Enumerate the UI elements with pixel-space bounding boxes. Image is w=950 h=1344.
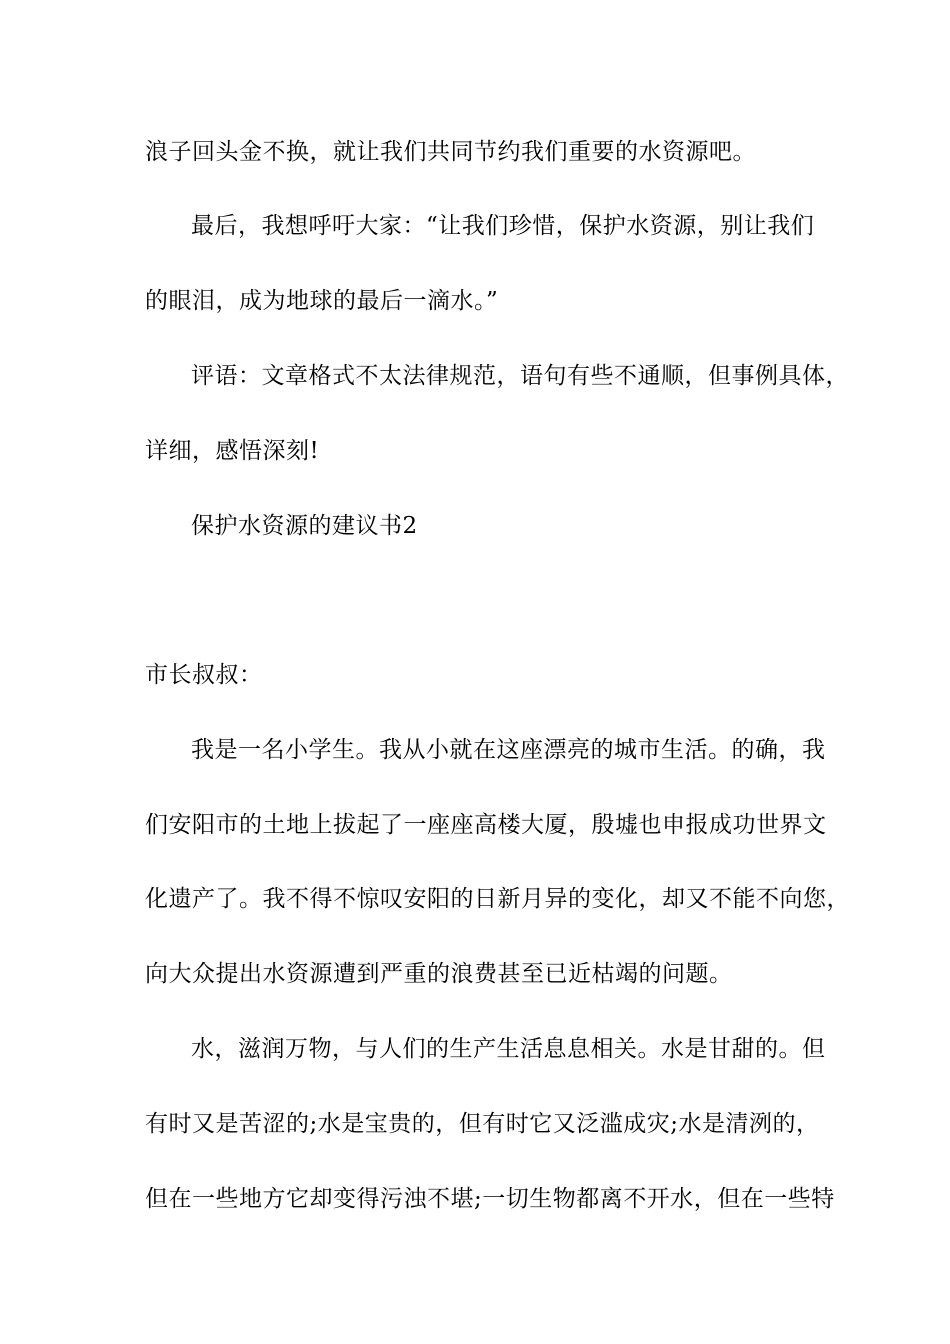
text-line: 但在一些地方它却变得污浊不堪;一切生物都离不开水，但在一些特 — [145, 1186, 835, 1212]
text-line: 评语：文章格式不太法律规范，语句有些不通顺，但事例具体， — [191, 363, 849, 389]
text-line: 浪子回头金不换，就让我们共同节约我们重要的水资源吧。 — [145, 139, 756, 165]
section-heading: 保护水资源的建议书2 — [191, 513, 418, 539]
text-line: 们安阳市的土地上拔起了一座座高楼大厦，殷墟也申报成功世界文 — [145, 812, 827, 838]
salutation: 市长叔叔： — [145, 662, 263, 688]
text-line: 最后，我想呼吁大家：“让我们珍惜，保护水资源，别让我们 — [191, 213, 815, 239]
text-line: 向大众提出水资源遭到严重的浪费甚至已近枯竭的问题。 — [145, 961, 733, 987]
text-line: 有时又是苦涩的;水是宝贵的，但有时它又泛滥成灾;水是清洌的， — [145, 1111, 820, 1137]
text-line: 的眼泪，成为地球的最后一滴水。” — [145, 288, 499, 314]
text-line: 化遗产了。我不得不惊叹安阳的日新月异的变化，却又不能不向您， — [145, 886, 850, 912]
text-line: 详细，感悟深刻! — [145, 438, 320, 464]
text-line: 水，滋润万物，与人们的生产生活息息相关。水是甘甜的。但 — [191, 1036, 826, 1062]
text-line: 我是一名小学生。我从小就在这座漂亮的城市生活。的确，我 — [191, 737, 826, 763]
